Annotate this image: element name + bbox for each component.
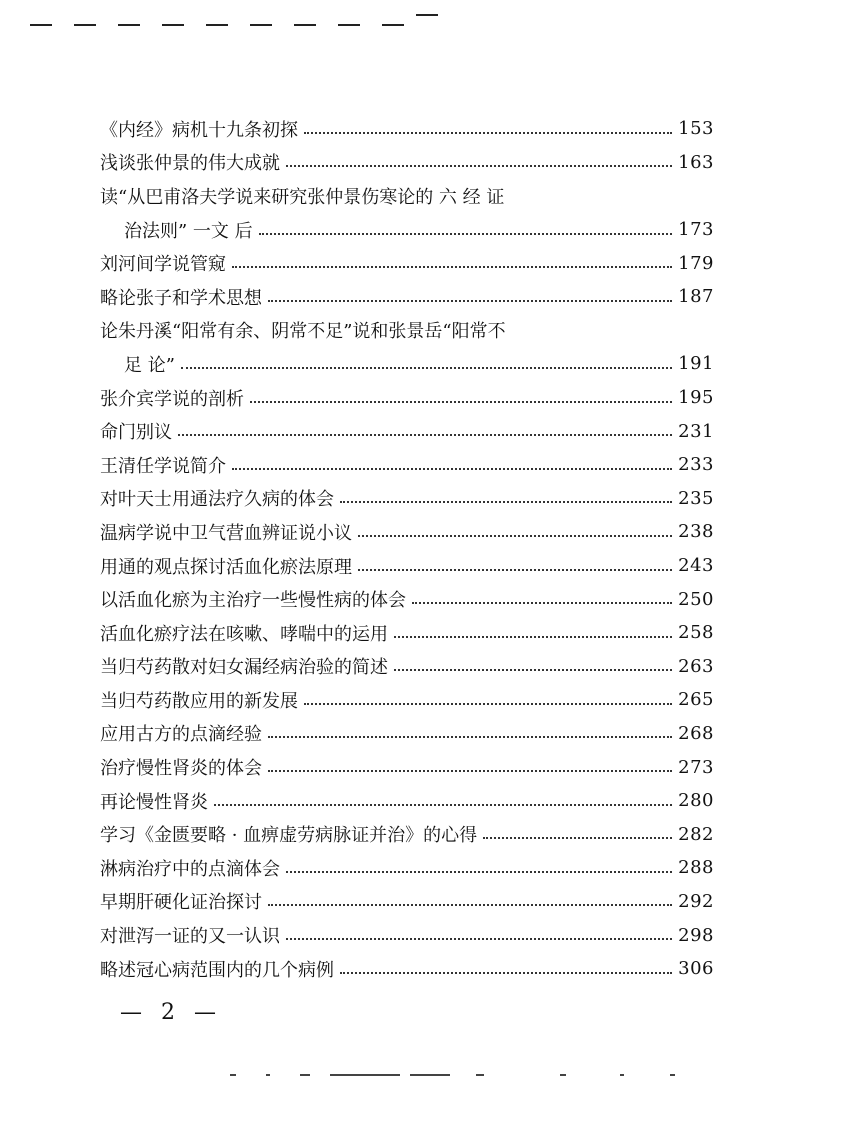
toc-entry [100,817,714,851]
dot-leader [181,367,672,369]
toc-title: 对叶天士用通法疗久病的体会 [100,489,334,511]
toc-page: 280 [678,790,714,812]
dot-leader [268,904,672,906]
toc-entry [100,112,714,146]
toc-entry [100,918,714,952]
toc-entry [100,414,714,448]
toc-entry [100,213,714,247]
scan-specks [220,1074,740,1080]
dot-leader [286,871,672,873]
toc-entry [100,482,714,516]
toc-title: 刘河间学说管窥 [100,254,226,276]
toc-page: 265 [678,689,714,711]
toc-page: 163 [678,151,714,173]
toc-page: 187 [678,286,714,308]
dot-leader [358,569,672,571]
toc-page: 306 [678,958,714,980]
toc-entry [100,280,714,314]
toc-entry [100,952,714,986]
toc-entry [100,885,714,919]
toc-entry [100,146,714,180]
toc-page: 233 [678,454,714,476]
toc-title: 略述冠心病范围内的几个病例 [100,959,334,981]
toc-title: 略论张子和学术思想 [100,287,262,309]
toc-title-line1: 论朱丹溪“阳常有余、阴常不足”说和张景岳“阳常不 [100,321,506,343]
toc-page: 268 [678,722,714,744]
toc-title: 用通的观点探讨活血化瘀法原理 [100,556,352,578]
dot-leader [214,804,672,806]
dot-leader [358,535,672,537]
toc-title: 张介宾学说的剖析 [100,388,244,410]
toc-title: 当归芍药散对妇女漏经病治验的简述 [100,657,388,679]
toc-entry [100,717,714,751]
toc-page: 292 [678,890,714,912]
toc-title: 以活血化瘀为主治疗一些慢性病的体会 [100,590,406,612]
toc-title: 当归芍药散应用的新发展 [100,690,298,712]
toc-title: 足 论” [124,354,175,376]
dot-leader [178,434,672,436]
dot-leader [286,165,672,167]
toc-page: 288 [678,857,714,879]
toc-page: 173 [678,219,714,241]
toc-entry [100,381,714,415]
toc-entry [100,683,714,717]
dot-leader [268,736,672,738]
toc-page: 298 [678,924,714,946]
toc-entry [100,784,714,818]
toc-page: 231 [678,420,714,442]
page-number: — 2 — [120,1000,222,1025]
toc-title-line1: 读“从巴甫洛夫学说来研究张仲景伤寒论的 六 经 证 [100,186,505,208]
toc-title: 早期肝硬化证治探讨 [100,892,262,914]
dot-leader [232,468,672,470]
toc-title: 《内经》病机十九条初探 [100,119,298,141]
toc-title: 浅谈张仲景的伟大成就 [100,153,280,175]
toc-page: 195 [678,387,714,409]
toc-entry [100,650,714,684]
toc-entry [100,246,714,280]
toc-entry [100,750,714,784]
toc-page: 273 [678,756,714,778]
toc-title: 治法则” 一文 后 [124,220,253,242]
dot-leader [394,636,672,638]
toc-title: 对泄泻一证的又一认识 [100,926,280,948]
toc-title: 再论慢性肾炎 [100,791,208,813]
toc-page: 153 [678,118,714,140]
toc-title: 温病学说中卫气营血辨证说小议 [100,522,352,544]
toc-entry [100,549,714,583]
dot-leader [232,266,672,268]
dot-leader [483,837,672,839]
toc-title: 淋病治疗中的点滴体会 [100,858,280,880]
toc-page: 243 [678,555,714,577]
toc-title: 王清任学说简介 [100,455,226,477]
toc-title: 学习《金匮要略 · 血痹虚劳病脉证并治》的心得 [100,825,478,847]
toc-page: 258 [678,622,714,644]
dot-leader [304,132,672,134]
dot-leader [268,770,672,772]
toc-title: 治疗慢性肾炎的体会 [100,758,262,780]
table-of-contents [100,112,714,985]
dot-leader [286,938,672,940]
toc-entry [100,515,714,549]
toc-title: 命门别议 [100,422,172,444]
dot-leader [268,300,672,302]
dot-leader [259,233,672,235]
toc-page: 191 [678,353,714,375]
dot-leader [340,972,672,974]
dot-leader [250,401,672,403]
toc-title: 活血化瘀疗法在咳嗽、哮喘中的运用 [100,623,388,645]
toc-entry [100,582,714,616]
toc-entry [100,347,714,381]
toc-page: 282 [678,823,714,845]
toc-page: 263 [678,655,714,677]
toc-entry [100,616,714,650]
toc-page: 179 [678,252,714,274]
dot-leader [304,703,672,705]
dot-leader [394,669,672,671]
toc-entry [100,851,714,885]
dot-leader [412,602,672,604]
toc-page: 250 [678,588,714,610]
toc-page: 238 [678,521,714,543]
toc-entry [100,448,714,482]
dot-leader [340,501,672,503]
toc-title: 应用古方的点滴经验 [100,724,262,746]
top-dash-rule [30,14,440,44]
toc-page: 235 [678,487,714,509]
